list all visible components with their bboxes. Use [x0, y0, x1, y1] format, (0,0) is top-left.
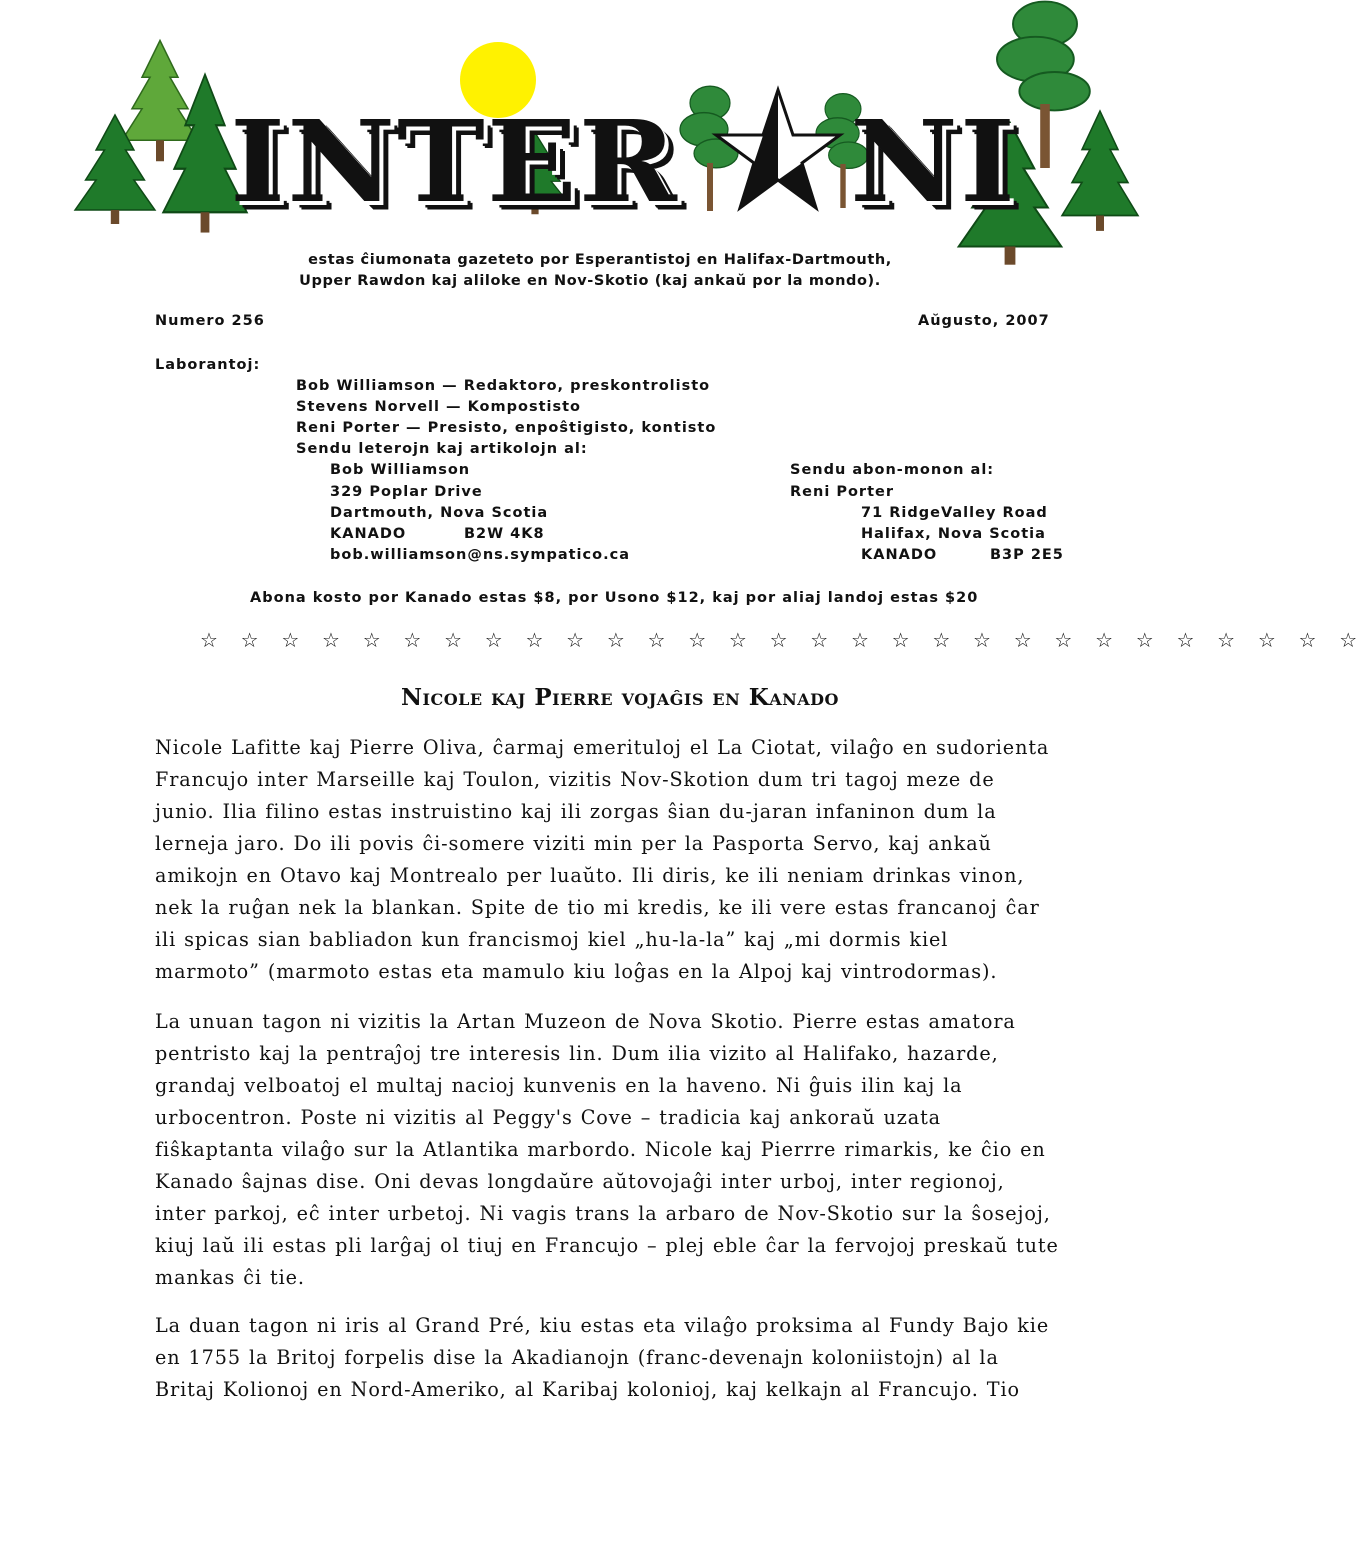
address-city: Dartmouth, Nova Scotia — [330, 505, 549, 521]
staff-line: Sendu leterojn kaj artikolojn al: — [296, 441, 588, 457]
article-paragraph-3 — [155, 1310, 1085, 1406]
text-line: nek la ruĝan nek la blankan. Spite de tio mi kredis, ke ili vere estas francanoj ĉar — [155, 896, 1040, 919]
address-country: KANADO — [861, 547, 938, 563]
issue-number: Numero 256 — [155, 313, 265, 329]
tagline-line-2: Upper Rawdon kaj aliloke en Nov-Skotio (kaj ankaŭ por la mondo). — [299, 273, 881, 289]
address-email[interactable]: bob.williamson@ns.sympatico.ca — [330, 547, 630, 563]
text-line: mankas ĉi tie. — [155, 1266, 305, 1289]
address-name: Bob Williamson — [330, 462, 471, 478]
subscription-label: Sendu abon-monon al: — [790, 462, 995, 478]
text-line: Kanado ŝajnas dise. Oni devas longdaŭre aŭtovojaĝi inter urboj, inter regionoj, — [155, 1170, 1005, 1193]
text-line: La unuan tagon ni vizitis la Artan Muzeon de Nova Skotio. Pierre estas amatora — [155, 1010, 1016, 1033]
text-line: Britaj Kolionoj en Nord-Ameriko, al Karibaj kolonioj, kaj kelkajn al Francujo. Tio — [155, 1378, 1020, 1401]
star-divider: ☆ ☆ ☆ ☆ ☆ ☆ ☆ ☆ ☆ ☆ ☆ ☆ ☆ ☆ ☆ ☆ ☆ ☆ ☆ ☆ ☆ ☆ ☆ ☆ ☆ ☆ ☆ ☆ ☆ — [200, 628, 1365, 652]
article-paragraph-2 — [155, 1006, 1085, 1294]
text-line: kiuj laŭ ili estas pli larĝaj ol tiuj en Francujo – plej eble ĉar la fervojoj preskaŭ tute — [155, 1234, 1059, 1257]
masthead-title-right: NI — [850, 95, 1018, 228]
text-line: pentristo kaj la pentraĵoj tre interesis lin. Dum ilia vizito al Halifako, hazarde, — [155, 1042, 999, 1065]
address-postal: B2W 4K8 — [464, 526, 545, 542]
address-country: KANADO — [330, 526, 407, 542]
staff-line: Stevens Norvell — Kompostisto — [296, 399, 582, 415]
tagline-line-1: estas ĉiumonata gazeteto por Esperantistoj en Halifax-Dartmouth, — [308, 252, 892, 268]
text-line: junio. Ilia filino estas instruistino kaj ili zorgas ŝian du-jaran infaninon dum la — [155, 800, 997, 823]
text-line: inter parkoj, eĉ inter urbetoj. Ni vagis trans la arbaro de Nov-Skotio sur la ŝosejoj, — [155, 1202, 1051, 1225]
address-street: 71 RidgeValley Road — [861, 505, 1048, 521]
address-street: 329 Poplar Drive — [330, 484, 483, 500]
subscription-price: Abona kosto por Kanado estas $8, por Usono $12, kaj por aliaj landoj estas $20 — [250, 590, 979, 606]
text-line: urbocentron. Poste ni vizitis al Peggy's Cove – tradicia kaj ankoraŭ uzata — [155, 1106, 942, 1129]
article-paragraph-1 — [155, 732, 1085, 988]
tree-icon — [75, 41, 247, 233]
staff-line: Reni Porter — Presisto, enpoŝtigisto, kontisto — [296, 420, 717, 436]
address-postal: B3P 2E5 — [990, 547, 1064, 563]
text-line: Francujo inter Marseille kaj Toulon, vizitis Nov-Skotion dum tri tagoj meze de — [155, 768, 995, 791]
text-line: en 1755 la Britoj forpelis dise la Akadianojn (franc-devenajn koloniistojn) al la — [155, 1346, 999, 1369]
staff-heading: Laborantoj: — [155, 357, 261, 373]
text-line: amikojn en Otavo kaj Montrealo per luaŭto. Ili diris, ke ili neniam drinkas vinon, — [155, 864, 1025, 887]
text-line: lerneja jaro. Do ili povis ĉi-somere viziti min per la Pasporta Servo, kaj ankaŭ — [155, 832, 992, 855]
address-city: Halifax, Nova Scotia — [861, 526, 1046, 542]
masthead-title-left: INTER — [230, 95, 679, 228]
text-line: fiŝkaptanta vilaĝo sur la Atlantika marbordo. Nicole kaj Pierrre rimarkis, ke ĉio en — [155, 1138, 1046, 1161]
staff-line: Bob Williamson — Redaktoro, preskontrolisto — [296, 378, 711, 394]
masthead — [60, 25, 1140, 260]
article-title: Nicole kaj Pierre vojaĝis en Kanado — [400, 684, 839, 711]
text-line: Nicole Lafitte kaj Pierre Oliva, ĉarmaj emerituloj el La Ciotat, vilaĝo en sudorienta — [155, 736, 1050, 759]
address-name: Reni Porter — [790, 484, 894, 500]
text-line: marmoto” (marmoto estas eta mamulo kiu loĝas en la Alpoj kaj vintrodormas). — [155, 960, 998, 983]
text-line: grandaj velboatoj el multaj nacioj kunvenis en la haveno. Ni ĝuis ilin kaj la — [155, 1074, 963, 1097]
text-line: ili spicas sian babliadon kun francismoj kiel „hu-la-la” kaj „mi dormis kiel — [155, 928, 949, 951]
issue-date: Aŭgusto, 2007 — [918, 313, 1050, 329]
text-line: La duan tagon ni iris al Grand Pré, kiu estas eta vilaĝo proksima al Fundy Bajo kie — [155, 1314, 1050, 1337]
